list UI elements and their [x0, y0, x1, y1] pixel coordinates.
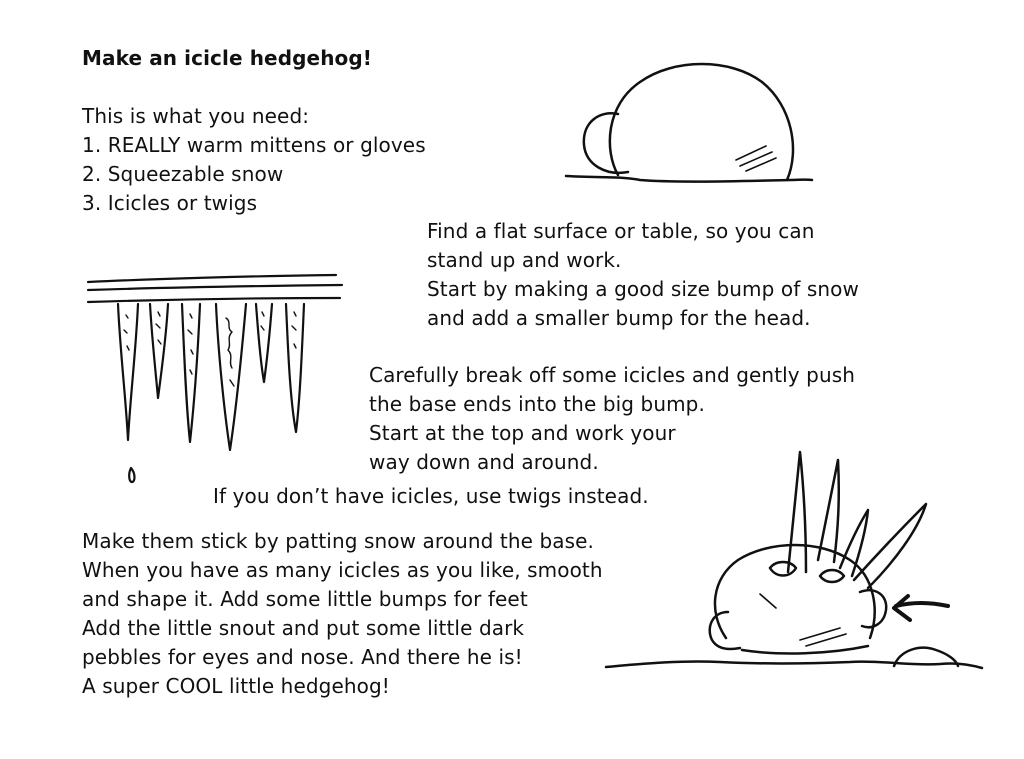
step-icicles-text: [369, 361, 855, 477]
step-line: Start at the top and work your: [369, 421, 676, 445]
step-line: Carefully break off some icicles and gently push: [369, 363, 856, 387]
step-line: Add the little snout and put some little dark: [82, 616, 525, 640]
intro-block: [82, 44, 426, 218]
step-line: the base ends into the big bump.: [369, 392, 705, 416]
step-line: A super COOL little hedgehog!: [82, 674, 390, 698]
step-surface-text: [427, 217, 859, 333]
step-line: Start by making a good size bump of snow: [427, 277, 859, 301]
step-line: pebbles for eyes and nose. And there he is!: [82, 645, 523, 669]
step-line: stand up and work.: [427, 248, 622, 272]
needs-item: 1. REALLY warm mittens or gloves: [82, 133, 426, 157]
page-title: Make an icicle hedgehog!: [82, 46, 373, 70]
step-line: When you have as many icicles as you like, smooth: [82, 558, 603, 582]
twigs-note: If you don’t have icicles, use twigs instead.: [213, 484, 649, 508]
step-line: and shape it. Add some little bumps for feet: [82, 587, 528, 611]
step-line: Make them stick by patting snow around the base.: [82, 529, 595, 553]
step-line: and add a smaller bump for the head.: [427, 306, 811, 330]
step-line: way down and around.: [369, 450, 599, 474]
needs-item: 3. Icicles or twigs: [82, 191, 258, 215]
step-line: Find a flat surface or table, so you can: [427, 219, 815, 243]
needs-intro: This is what you need:: [82, 104, 310, 128]
needs-item: 2. Squeezable snow: [82, 162, 284, 186]
step-finish-text: [82, 527, 603, 701]
